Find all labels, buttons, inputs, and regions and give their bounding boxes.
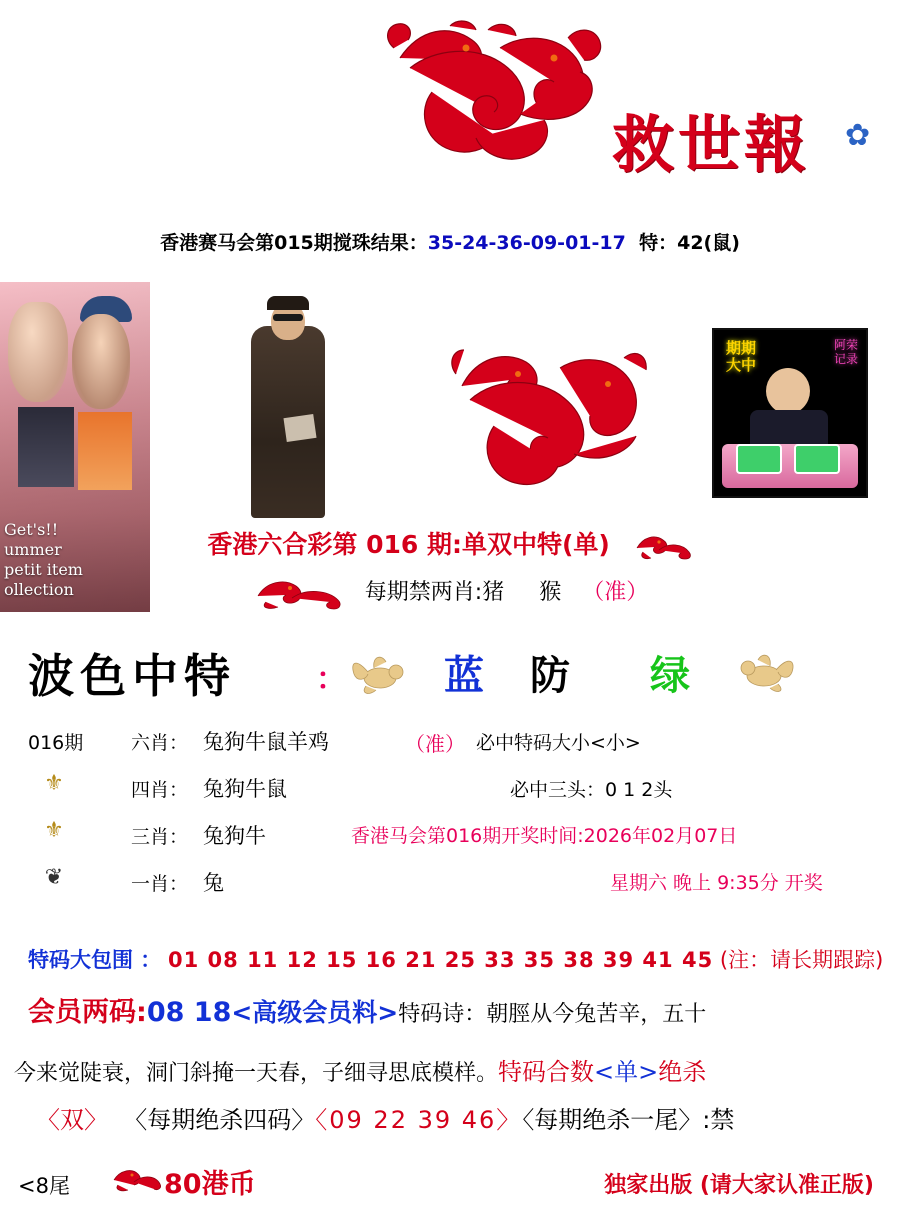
member-title: 会员两码:: [28, 997, 147, 1028]
kill-codes-row: [36, 1100, 900, 1135]
photo-tv-neon-side: 阿荣 记录: [833, 338, 858, 366]
main-headline-text: 香港六合彩第 016 期:单双中特(单): [207, 530, 610, 559]
bose-label: 波色中特: [28, 649, 236, 703]
zodiac-zhun: （准）: [405, 732, 465, 756]
kill-codes: 〈09 22 39 46〉: [315, 1106, 523, 1134]
page-header: [0, 0, 900, 215]
kill-label-2: 〈每期绝杀一尾〉:禁: [522, 1106, 735, 1134]
member-codes-row: [28, 990, 898, 1029]
photo-tv: [712, 328, 868, 498]
poem-part-1: 朝脛从今兔苦辛，五十: [486, 1002, 707, 1027]
photo-girls-face-1: [8, 302, 68, 402]
draw-result-prefix: 香港赛马会第015期搅珠结果：: [160, 232, 428, 254]
photo-man-book: [283, 414, 316, 442]
photo-girls-top-1: [18, 407, 74, 487]
zodiac-table: [28, 722, 888, 910]
draw-weekday-note: 星期六 晚上 9:35分 开奖: [610, 872, 823, 894]
photo-girls-caption-line-4: ollection: [4, 580, 74, 599]
big-range-label: 特码大包围 ：: [28, 948, 162, 972]
big-range-numbers: 01 08 11 12 15 16 21 25 33 35 38 39 41 45: [168, 948, 714, 972]
footer-price: [110, 1162, 256, 1201]
photo-tv-machine-2: [794, 444, 840, 474]
zodiac-right-note: 必中特码大小<小>: [476, 732, 641, 754]
member-vip-label: <高级会员料>: [231, 998, 399, 1027]
photo-girls-caption-line-3: petit item: [4, 560, 83, 579]
table-row: [28, 816, 888, 863]
dragon-icon: [252, 576, 344, 610]
big-range-row: [28, 944, 888, 974]
draw-result-special-value: 42(鼠): [677, 232, 740, 254]
fleur-icon: ⚜: [44, 818, 64, 843]
kill-shuang: 〈双〉: [36, 1106, 108, 1134]
rosette-icon: ❦: [44, 865, 64, 890]
table-row: [28, 769, 888, 816]
zodiac-period: 016期: [28, 732, 84, 754]
photo-man: [245, 296, 331, 518]
footer-price-text: 80港币: [164, 1169, 256, 1200]
angel-icon: [346, 648, 418, 700]
bose-zhongte-row: [28, 640, 888, 710]
photo-tv-face: [766, 368, 810, 414]
big-range-note: (注：请长期跟踪): [719, 948, 884, 972]
zodiac-value: 兔: [203, 871, 224, 895]
draw-result-line: [0, 228, 900, 255]
dragon-illustration: [380, 18, 610, 178]
photo-girls-caption-line-2: ummer: [4, 540, 62, 559]
dragon-center-icon: [448, 342, 648, 507]
zodiac-label: 六肖：: [131, 732, 189, 754]
member-codes: 08 18: [146, 997, 232, 1028]
photo-tv-body: [750, 410, 828, 446]
ban-zodiac-row: [0, 575, 900, 610]
sum-hint-jue: 绝杀: [658, 1058, 707, 1086]
bose-fang: 防: [530, 652, 570, 699]
table-row: [28, 722, 888, 769]
zodiac-right-note: 必中三头：0 1 2头: [510, 779, 673, 801]
zodiac-value: 兔狗牛: [203, 824, 266, 848]
ban-zodiac-text: 每期禁两肖:猪: [364, 580, 505, 605]
photo-tv-machine-1: [736, 444, 782, 474]
photo-girls-face-2: [72, 314, 130, 409]
swirl-ornament-icon: ✿: [845, 118, 871, 153]
fleur-icon: ⚜: [44, 771, 64, 796]
bose-blue: 蓝: [444, 652, 484, 699]
bose-green: 绿: [650, 652, 690, 699]
photo-man-glasses: [273, 314, 303, 321]
footer-publisher: 独家出版 (请大家认准正版): [604, 1173, 874, 1198]
zodiac-label: 四肖：: [131, 779, 189, 801]
angel-icon: [728, 646, 800, 698]
poem-row: [14, 1052, 894, 1087]
zodiac-label: 一肖：: [131, 873, 189, 895]
draw-result-numbers: 35-24-36-09-01-17: [427, 232, 626, 254]
bose-colon: ：: [316, 662, 346, 697]
photo-girls: [0, 282, 150, 612]
poem-line: 今来觉陡衰，洞门斜掩一天春，子细寻思底模样。: [14, 1061, 499, 1086]
draw-result-special-label: 特：: [639, 232, 678, 254]
dragon-icon: [633, 532, 693, 560]
masthead-title: 救世報: [612, 108, 811, 181]
zodiac-value: 兔狗牛鼠: [203, 777, 287, 801]
photo-girls-top-2: [78, 412, 132, 490]
photo-man-hat: [267, 296, 309, 310]
draw-time-note: 香港马会第016期开奖时间:2026年02月07日: [351, 825, 738, 847]
table-row: [28, 863, 888, 910]
zodiac-value: 兔狗牛鼠羊鸡: [203, 730, 329, 754]
main-headline: [0, 525, 900, 561]
kill-label-1: 〈每期绝杀四码〉: [123, 1106, 316, 1134]
sum-hint-label: 特码合数: [498, 1058, 595, 1086]
photo-tv-neon-main: 期期 大中: [726, 339, 757, 374]
photo-girls-caption-line-1: Get's!!: [4, 520, 59, 539]
zodiac-label: 三肖：: [131, 826, 189, 848]
ban-zodiac-zhun: （准）: [582, 580, 649, 605]
sum-hint-value: <单>: [594, 1058, 659, 1086]
poem-label: 特码诗：: [398, 1002, 487, 1027]
ban-zodiac-second: 猴: [539, 580, 562, 605]
footer-tail: <8尾: [18, 1174, 70, 1198]
